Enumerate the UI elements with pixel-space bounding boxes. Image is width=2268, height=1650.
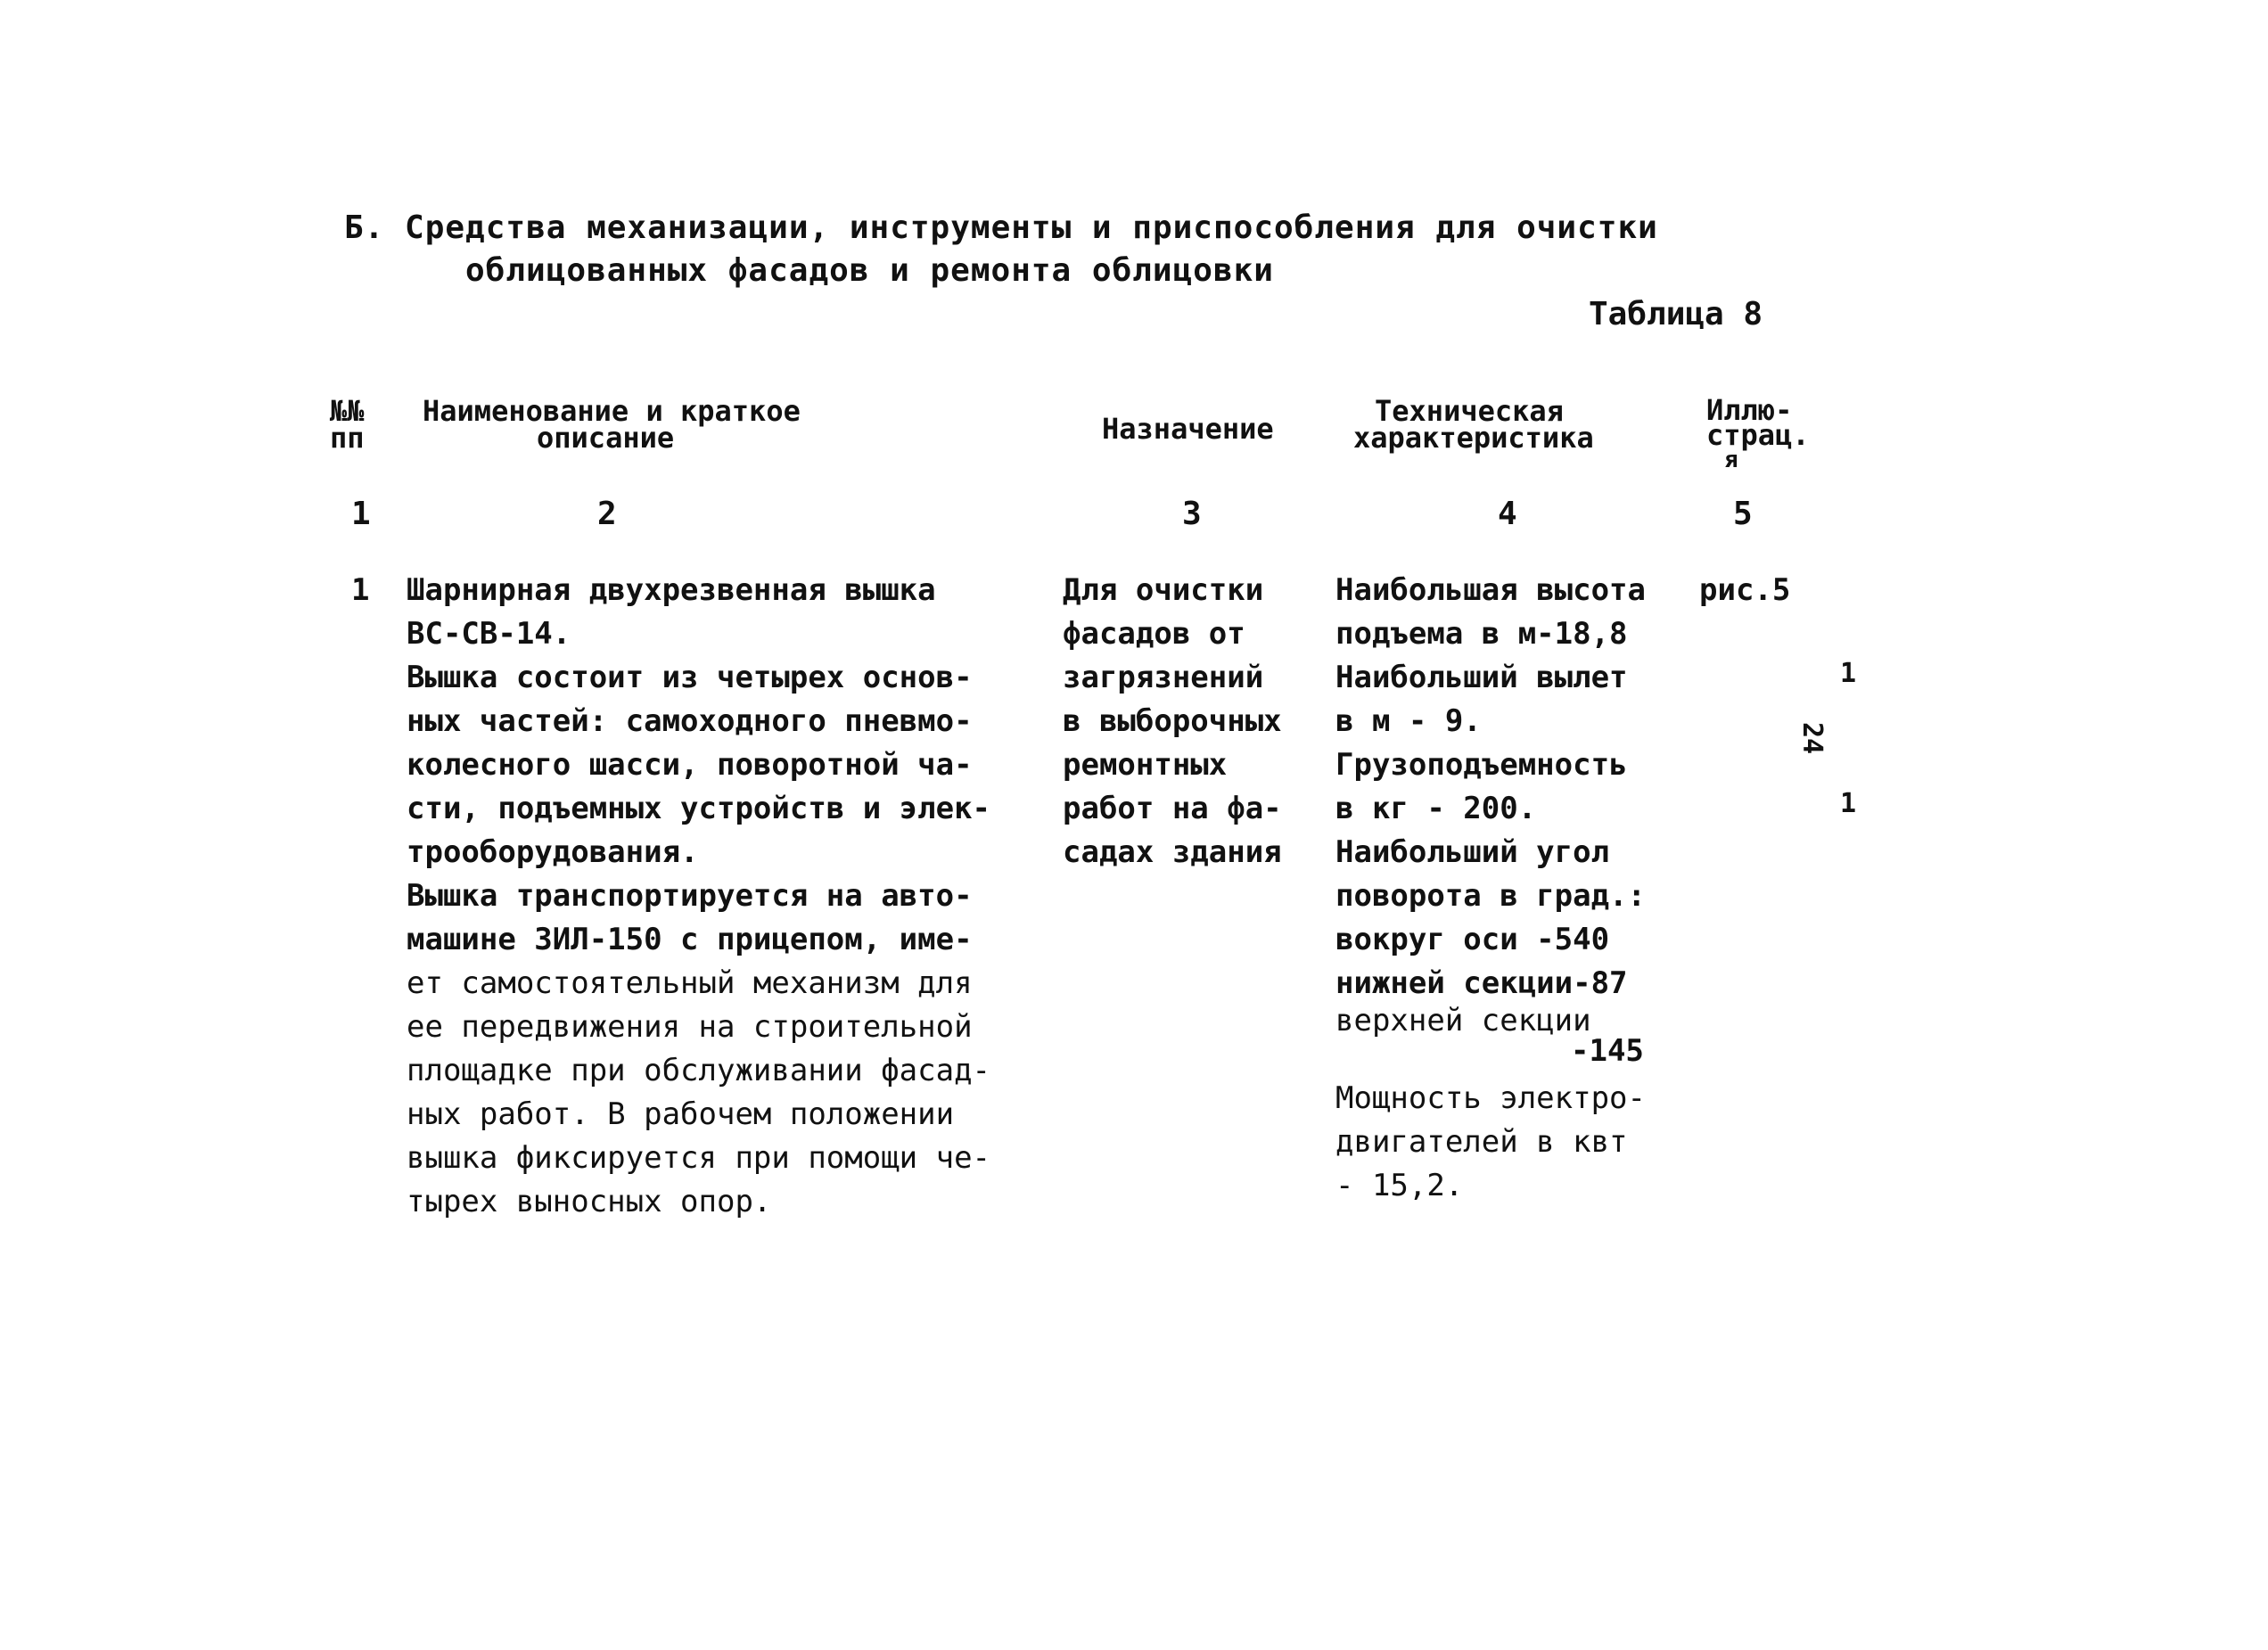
row-number: 1: [351, 572, 370, 608]
description-line: Вышка состоит из четырех основ-: [407, 660, 973, 695]
header-illustration-line2: страц.: [1706, 418, 1810, 452]
header-number-line1: №№: [330, 394, 365, 428]
header-specs-line1: Техническая: [1375, 394, 1564, 428]
section-title-line2: облицованных фасадов и ремонта облицовки: [465, 252, 1274, 289]
description-line: Шарнирная двухрезвенная вышка: [407, 572, 936, 608]
description-line: ет самостоятельный механизм для: [407, 965, 973, 1001]
description-line: Вышка транспортируется на авто-: [407, 878, 973, 914]
header-number-line2: пп: [330, 421, 365, 455]
description-line: колесного шасси, поворотной ча-: [407, 747, 973, 783]
purpose-line: садах здания: [1063, 834, 1282, 870]
header-name-line1: Наименование и краткое: [423, 394, 801, 428]
purpose-line: загрязнений: [1063, 660, 1264, 695]
description-line: ных частей: самоходного пневмо-: [407, 703, 973, 739]
specs-line: вокруг оси -540: [1335, 922, 1610, 957]
row-specs: [1335, 569, 1646, 1208]
specs-line: верхней секции: [1335, 1003, 1591, 1038]
specs-line: -145: [1571, 1033, 1644, 1069]
description-line: ее передвижения на строительной: [407, 1009, 973, 1045]
specs-line: поворота в град.:: [1335, 878, 1646, 914]
column-number-5: 5: [1733, 496, 1753, 532]
description-line: площадке при обслуживании фасад-: [407, 1053, 991, 1088]
row-illustration: рис.5: [1699, 572, 1791, 608]
table-label: Таблица 8: [1589, 296, 1763, 332]
description-line: сти, подъемных устройств и элек-: [407, 791, 991, 826]
header-name-line2: описание: [537, 421, 675, 455]
specs-line: в м - 9.: [1335, 703, 1482, 739]
description-line: машине ЗИЛ-150 с прицепом, име-: [407, 922, 973, 957]
specs-line: в кг - 200.: [1335, 791, 1537, 826]
description-line: ВС-СВ-14.: [407, 616, 571, 652]
purpose-line: Для очистки: [1063, 572, 1264, 608]
margin-page-number: 24: [1796, 722, 1828, 755]
description-line: вышка фиксируется при помощи че-: [407, 1140, 991, 1176]
header-illustration: [1706, 393, 1810, 473]
column-number-1: 1: [351, 496, 371, 532]
specs-line: двигателей в квт: [1335, 1124, 1628, 1160]
purpose-line: ремонтных: [1063, 747, 1228, 783]
specs-line: Мощность электро-: [1335, 1080, 1646, 1116]
column-number-2: 2: [597, 496, 617, 532]
row-description: [407, 569, 990, 1224]
specs-line: Наибольшая высота: [1335, 572, 1646, 608]
header-name: [423, 394, 801, 455]
description-line: ных работ. В рабочем положении: [407, 1096, 955, 1132]
specs-line: - 15,2.: [1335, 1168, 1464, 1203]
purpose-line: работ на фа-: [1063, 791, 1282, 826]
header-specs: [1353, 394, 1594, 455]
header-purpose: Назначение: [1102, 412, 1274, 446]
description-line: трооборудования.: [407, 834, 699, 870]
specs-line: нижней секции-87: [1335, 965, 1628, 1001]
specs-line: подъема в м-18,8: [1335, 616, 1628, 652]
specs-line: Наибольший угол: [1335, 834, 1610, 870]
header-number: [330, 394, 365, 455]
header-illustration-line1: Иллю-: [1706, 393, 1793, 427]
row-purpose: [1063, 569, 1282, 874]
column-number-4: 4: [1498, 496, 1517, 532]
header-specs-line2: характеристика: [1353, 421, 1594, 455]
specs-line: Грузоподъемность: [1335, 747, 1628, 783]
purpose-line: в выборочных: [1063, 703, 1282, 739]
section-title-line1: Б. Средства механизации, инструменты и приспособления для очистки: [344, 209, 1658, 246]
header-illustration-line3: я: [1724, 447, 1738, 473]
specs-line: Наибольший вылет: [1335, 660, 1628, 695]
description-line: тырех выносных опор.: [407, 1184, 772, 1219]
purpose-line: фасадов от: [1063, 616, 1245, 652]
margin-mark-top: 1: [1840, 658, 1857, 689]
margin-mark-bottom: 1: [1840, 788, 1857, 819]
column-number-3: 3: [1182, 496, 1202, 532]
